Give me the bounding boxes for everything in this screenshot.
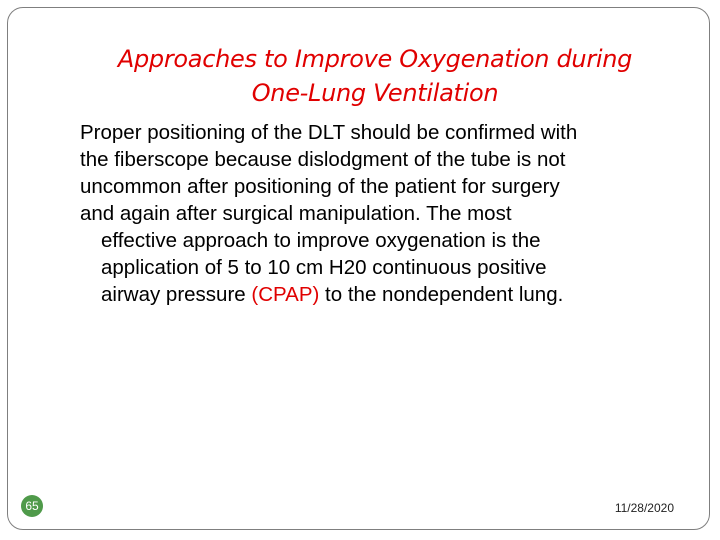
body-line-2: the fiberscope because dislodgment of the tube is not — [80, 148, 566, 171]
body-line-1: Proper positioning of the DLT should be confirmed with — [80, 121, 578, 144]
body-line-7-after: to the nondependent lung. — [319, 283, 564, 306]
body-line-7-before: airway pressure — [101, 283, 252, 306]
title-line-2: One-Lung Ventilation — [251, 79, 499, 107]
body-line-6: application of 5 to 10 cm H20 continuous positive — [101, 256, 547, 279]
body-line-3: uncommon after positioning of the patient for surgery — [80, 175, 560, 198]
page-number-badge: 65 — [21, 495, 43, 517]
slide-body — [80, 119, 680, 308]
body-line-5: effective approach to improve oxygenation is the — [101, 229, 541, 252]
body-line-4: and again after surgical manipulation. The most — [80, 202, 512, 225]
title-line-1: Approaches to Improve Oxygenation during — [117, 45, 633, 73]
cpap-highlight: (CPAP) — [251, 283, 320, 306]
slide-date: 11/28/2020 — [614, 501, 674, 515]
body-line-7 — [80, 281, 680, 308]
slide-title — [60, 42, 690, 110]
